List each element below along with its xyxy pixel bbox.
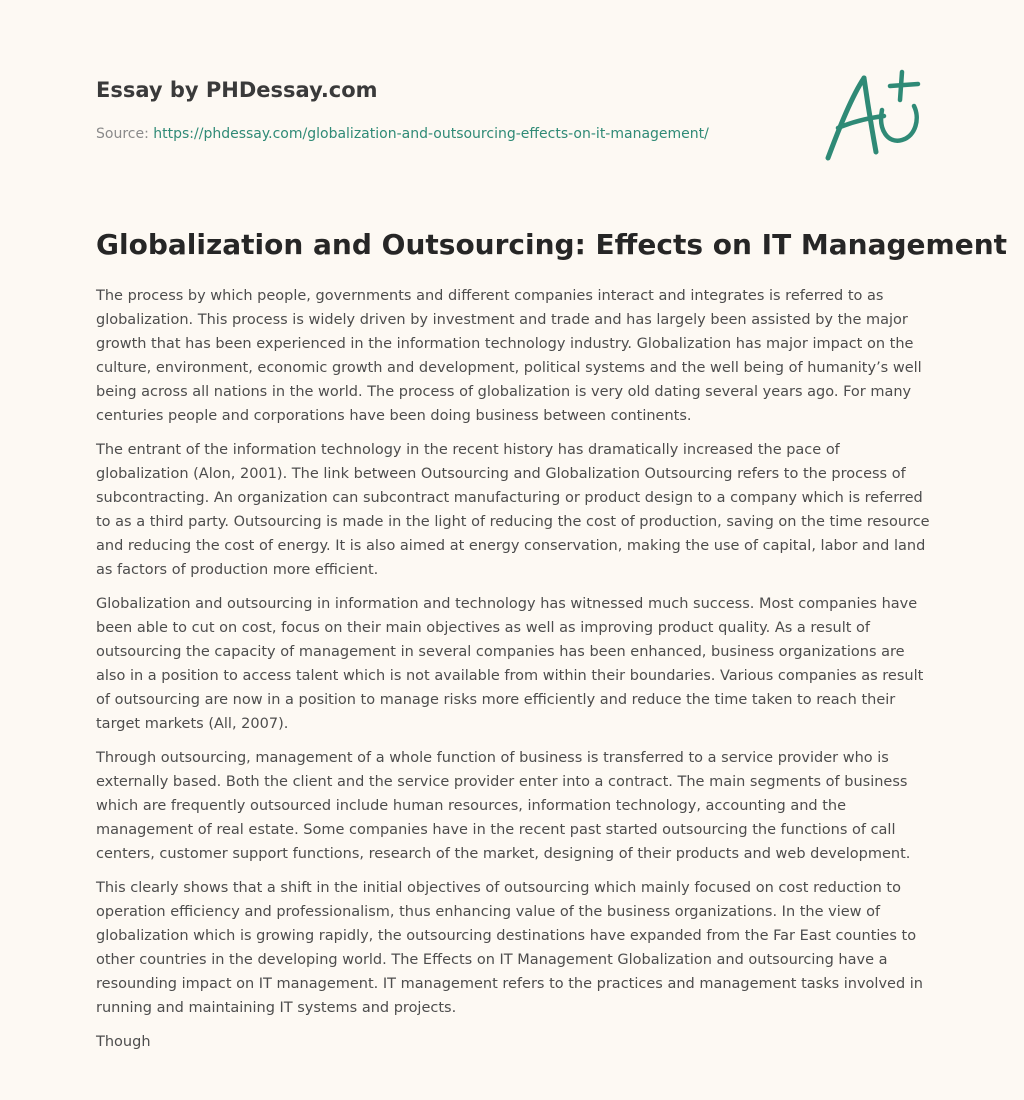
source-link[interactable]: https://phdessay.com/globalization-and-outsourcing-effects-on-it-management/ <box>153 126 709 142</box>
source-line <box>96 124 796 144</box>
essay-paragraph: The process by which people, governments and different companies interact and integrates is referred to as globalization. This process is widely driven by investment and trade and has largely been assisted by the major growth that has been experienced in the information technology industry. Globalization has major impact on the culture, environment, economic growth and development, political systems and the well being of humanity’s well being across all nations in the world. The process of globalization is very old dating several years ago. For many centuries people and corporations have been doing business between continents. <box>96 288 922 424</box>
header <box>96 76 796 144</box>
essay-paragraph: The entrant of the information technology in the recent history has dramatically increased the pace of globalization (Alon, 2001). The link between Outsourcing and Globalization Outsourcing refers to the process of subcontracting. An organization can subcontract manufacturing or product design to a company which is referred to as a third party. Outsourcing is made in the light of reducing the cost of production, saving on the time resource and reducing the cost of energy. It is also aimed at energy conservation, making the use of capital, labor and land as factors of production more efficient. <box>96 442 930 578</box>
essay-paragraph: Though <box>96 1034 151 1050</box>
brand-title: Essay by PHDessay.com <box>96 78 378 102</box>
a-plus-logo-icon <box>818 66 930 166</box>
essay-paragraph: Globalization and outsourcing in information and technology has witnessed much success. Most companies have been able to cut on cost, focus on their main objectives as well as improving product quality. As a result of outsourcing the capacity of management in several companies has been enhanced, business organizations are also in a position to access talent which is not available from within their boundaries. Various companies as result of outsourcing are now in a position to manage risks more efficiently and reduce the time taken to reach their target markets (All, 2007). <box>96 596 924 732</box>
essay-title: Globalization and Outsourcing: Effects on IT Management <box>96 228 1008 261</box>
essay-body <box>96 284 932 1064</box>
essay-paragraph: Through outsourcing, management of a whole function of business is transferred to a service provider who is externally based. Both the client and the service provider enter into a contract. The main segments of business which are frequently outsourced include human resources, information technology, accounting and the management of real estate. Some companies have in the recent past started outsourcing the functions of call centers, customer support functions, research of the market, designing of their products and web development. <box>96 750 911 862</box>
source-label: Source: <box>96 126 149 142</box>
essay-paragraph: This clearly shows that a shift in the initial objectives of outsourcing which mainly focused on cost reduction to operation efficiency and professionalism, thus enhancing value of the business organizations. In the view of globalization which is growing rapidly, the outsourcing destinations have expanded from the Far East counties to other countries in the developing world. The Effects on IT Management Globalization and outsourcing have a resounding impact on IT management. IT management refers to the practices and management tasks involved in running and maintaining IT systems and projects. <box>96 880 923 1016</box>
